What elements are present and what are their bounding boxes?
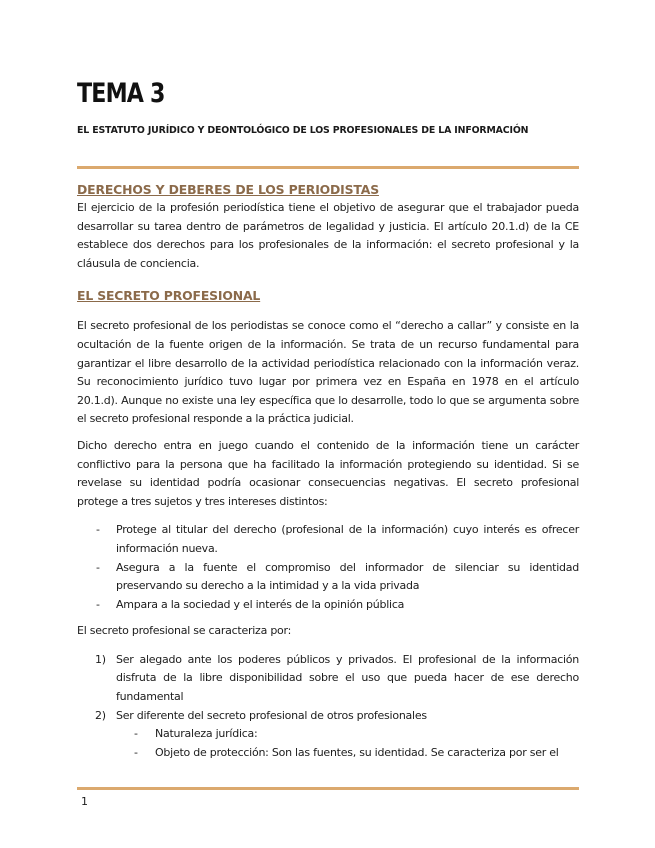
list-item xyxy=(77,651,579,707)
bullet-list xyxy=(77,521,579,614)
list-item-text: Asegura a la fuente el compromiso del informador de silenciar su identidad preservando su derecho a la intimidad y a la vida privada xyxy=(116,560,579,593)
dash-marker: - xyxy=(134,745,138,759)
section-heading-derechos: DERECHOS Y DEBERES DE LOS PERIODISTAS xyxy=(77,182,379,197)
section-paragraph: El secreto profesional de los periodistas se conoce como el “derecho a callar” y consiste en la ocultación de la fuente origen de la información. Se trata de un recurso fundamental para garantizar el libre desarrollo de la actividad periodística relacionado con la información veraz. Su reconocimiento jurídico tuvo lugar por primera vez en España en 1978 en el artículo 20.1.d). Aunque no existe una ley específica que lo desarrolle, todo lo que se argumenta sobre el secreto profesional responde a la práctica judicial. xyxy=(77,319,579,426)
list-item xyxy=(77,596,579,615)
section-paragraph: El ejercicio de la profesión periodística tiene el objetivo de asegurar que el trabajador pueda desarrollar su tarea dentro de parámetros de legalidad y justicia. El artículo 20.1.d) de la CE establece dos derechos para los profesionales de la información: el secreto profesional y la cláusula de conciencia. xyxy=(77,201,579,270)
dash-marker: - xyxy=(134,727,138,741)
section-paragraph: El secreto profesional se caracteriza por: xyxy=(77,624,292,638)
footer-divider xyxy=(77,787,579,790)
sub-bullet-list xyxy=(116,725,579,762)
dash-marker: - xyxy=(96,523,100,537)
header-divider xyxy=(77,166,579,169)
list-item-text: Protege al titular del derecho (profesional de la información) cuyo interés es ofrecer información nueva. xyxy=(116,523,579,555)
list-item-text: Objeto de protección: Son las fuentes, su identidad. Se caracteriza por ser el xyxy=(155,745,559,759)
page-number: 1 xyxy=(81,795,88,808)
list-item xyxy=(77,521,579,558)
dash-marker: - xyxy=(96,560,100,574)
sub-list-item xyxy=(116,725,579,744)
list-item xyxy=(77,707,579,763)
dash-marker: - xyxy=(96,597,100,611)
list-item xyxy=(77,559,579,596)
list-item-text: Naturaleza jurídica: xyxy=(155,727,258,741)
numbered-list xyxy=(77,651,579,763)
page-subtitle: EL ESTATUTO JURÍDICO Y DEONTOLÓGICO DE LOS PROFESIONALES DE LA INFORMACIÓN xyxy=(77,125,529,136)
list-item-text: Ampara a la sociedad y el interés de la opinión pública xyxy=(116,597,405,611)
number-marker: 2) xyxy=(95,708,106,722)
list-item-text: Ser alegado ante los poderes públicos y privados. El profesional de la información disfruta de la libre disponibilidad sobre el uso que pueda hacer de ese derecho fundamental xyxy=(116,652,579,704)
section-heading-secreto: EL SECRETO PROFESIONAL xyxy=(77,288,261,304)
sub-list-item xyxy=(116,744,579,763)
section-paragraph: Dicho derecho entra en juego cuando el contenido de la información tiene un carácter conflictivo para la persona que ha facilitado la información protegiendo su identidad. Si se revelase su identidad podría ocasionar consecuencias negativas. El secreto profesional protege a tres sujetos y tres intereses distintos: xyxy=(77,438,579,508)
page-content xyxy=(77,76,579,762)
page-title: TEMA 3 xyxy=(77,78,165,109)
number-marker: 1) xyxy=(95,652,106,666)
list-item-text: Ser diferente del secreto profesional de otros profesionales xyxy=(116,708,427,722)
